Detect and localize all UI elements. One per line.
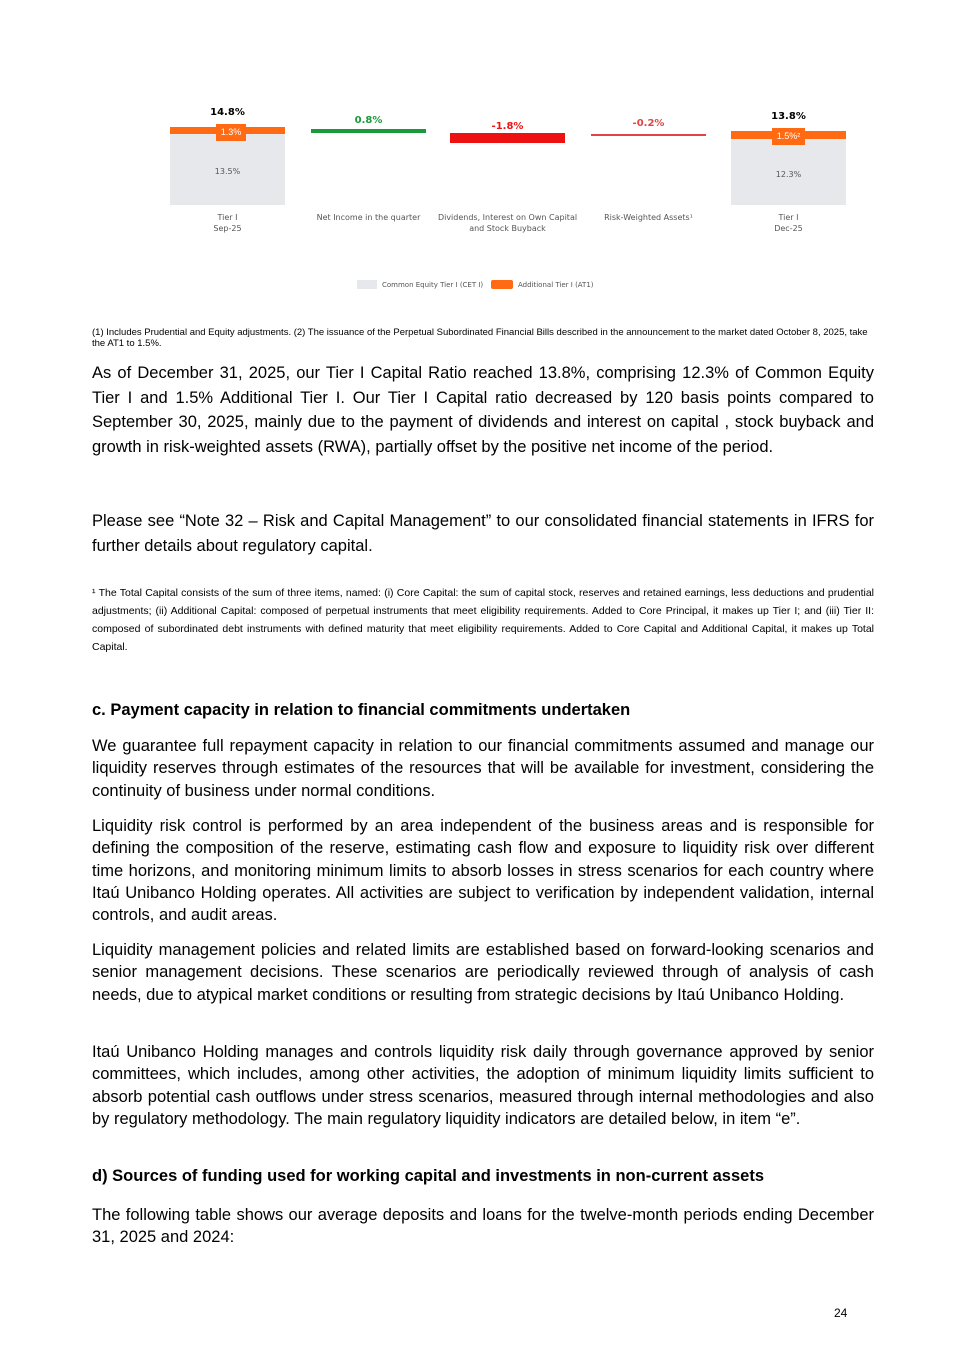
value-label: 0.8%: [354, 115, 383, 126]
paragraph: The following table shows our average deposits and loans for the twelve-month periods ending December 31, 2025 and 2024:: [92, 1206, 874, 1247]
category-label: Net Income in the quarter: [316, 213, 421, 222]
value-label: -1.8%: [491, 121, 524, 132]
total-label: 13.8%: [771, 111, 806, 122]
paragraph: Liquidity management policies and related limits are established based on forward-looking scenarios and senior management decisions. These scenarios are periodically reviewed through of analysis of cash needs, due to atypical market conditions or resulting from strategic decisions by Itaú Unibanco Holding.: [92, 941, 874, 1004]
paragraph: As of December 31, 2025, our Tier I Capital Ratio reached 13.8%, comprising 12.3% of Common Equity Tier I and 1.5% Additional Tier I. Our Tier I Capital ratio decreased by 120 basis points compared to September 30, 2025, mainly due to the payment of dividends and interest on capital , stock buyback and growth in risk-weighted assets (RWA), partially offset by the positive net income of the period.: [92, 364, 874, 456]
section-heading: d) Sources of funding used for working capital and investments in non-current assets: [92, 1167, 765, 1185]
legend-label: Additional Tier I (AT1): [518, 281, 594, 289]
paragraph: Itaú Unibanco Holding manages and controls liquidity risk daily through governance approved by senior committees, which includes, among other activities, the adoption of minimum liquidity limits sufficient to absorb potential cash outflows under stress scenarios, measured through internal methodologies and also by regulatory methodology. The main regulatory liquidity indicators are detailed below, in item “e”.: [92, 1043, 874, 1128]
category-label: Tier I Dec-25: [774, 213, 803, 233]
total-label: 14.8%: [210, 107, 245, 118]
at1-label: 1.3%: [216, 124, 246, 141]
paragraph: We guarantee full repayment capacity in relation to our financial commitments assumed and manage our liquidity reserves through estimates of the resources that will be available for investment, considering the continuity of business under normal conditions.: [92, 737, 874, 800]
dividends-bar: [450, 133, 565, 143]
footnote: ¹ The Total Capital consists of the sum of three items, named: (i) Core Capital: the sum of capital stock, reserves and retained earnings, less deductions and prudential adjustments; (ii) Additional Capital: composed of perpetual instruments that meet eligibility requirements. Added to Core Principal, it makes up Tier I; and (iii) Tier II: composed of subordinated debt instruments with defined maturity that meet eligibility requirements. Added to Core Capital and Additional Capital, it makes up Total Capital.: [92, 587, 874, 653]
legend-swatch-cet1: [357, 280, 377, 289]
page-number: 24: [834, 1306, 848, 1320]
cet1-label: 13.5%: [214, 167, 241, 176]
paragraph: Please see “Note 32 – Risk and Capital Management” to our consolidated financial statements in IFRS for further details about regulatory capital.: [92, 512, 874, 555]
category-label: Risk-Weighted Assets¹: [604, 213, 693, 222]
category-label: Tier I Sep-25: [213, 213, 242, 233]
category-label: Dividends, Interest on Own Capital and Stock Buyback: [437, 213, 578, 233]
cet1-label: 12.3%: [775, 170, 802, 179]
net-income-bar: [311, 129, 426, 133]
legend-swatch-at1: [491, 280, 513, 289]
chart-footnote: (1) Includes Prudential and Equity adjustments. (2) The issuance of the Perpetual Subordinated Financial Bills described in the announcement to the market dated October 8, 2025, take the AT1 to 1.5%.: [92, 327, 868, 349]
section-heading: c. Payment capacity in relation to financial commitments undertaken: [92, 701, 631, 719]
value-label: -0.2%: [632, 118, 665, 129]
legend-label: Common Equity Tier I (CET I): [382, 281, 484, 289]
rwa-bar: [591, 134, 706, 136]
paragraph: Liquidity risk control is performed by an area independent of the business areas and is responsible for defining the composition of the reserve, estimating cash flow and exposure to liquidity risk over different time horizons, and monitoring minimum limits to absorb losses in stress scenarios for each country where Itaú Unibanco Holding operates. All activities are subject to verification by independent validation, internal controls, and audit areas.: [92, 817, 874, 925]
at1-label: 1.5%²: [772, 128, 805, 145]
